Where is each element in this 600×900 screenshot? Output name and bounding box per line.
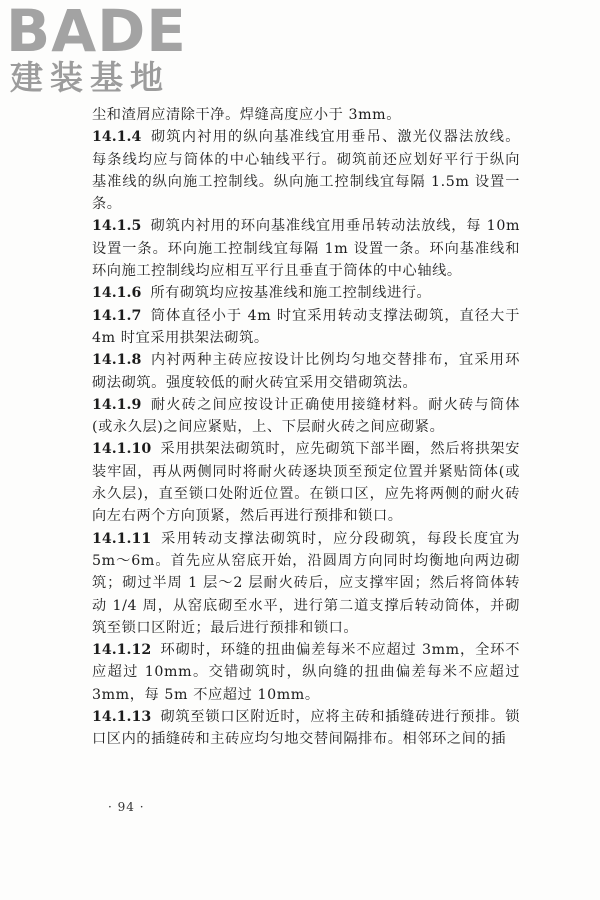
clause-list (92, 126, 520, 750)
clause-number: 14.1.4 (92, 129, 142, 146)
clause (92, 394, 520, 439)
clause (92, 639, 520, 706)
clause-number: 14.1.9 (92, 396, 142, 413)
clause (92, 126, 520, 215)
clause-text: 采用拱架法砌筑时，应先砌筑下部半圈，然后将拱架安装牢固，再从两侧同时将耐火砖逐块顶至预定位置并紧贴筒体(或永久层)，直至锁口处附近位置。在锁口区，应先将两侧的耐火砖向左右两个方向顶紧，然后再进行预排和锁口。 (92, 441, 520, 525)
clause-text: 砌筑内衬用的环向基准线宜用垂吊转动法放线，每 10m 设置一条。环向施工控制线宜每隔 1m 设置一条。环向基准线和环向施工控制线均应相互平行且垂直于筒体的中心轴线。 (92, 218, 520, 280)
clause-text: 砌筑至锁口区附近时，应将主砖和插缝砖进行预排。锁口区内的插缝砖和主砖应均匀地交替间隔排布。相邻环之间的插 (92, 709, 520, 748)
clause (92, 305, 520, 350)
logo (6, 0, 187, 102)
clause-text: 采用转动支撑法砌筑时，应分段砌筑，每段长度宜为 5m～6m。首先应从窑底开始，沿圆周方向同时均衡地向两边砌筑；砌过半周 1 层～2 层耐火砖后，应支撑牢固；然后将筒体转动 1/4 周，从窑底砌至水平，进行第二道支撑后转动筒体，并砌筑至锁口区附近；最后进行预排和锁口。 (92, 530, 520, 636)
page-number: · 94 · (108, 800, 145, 814)
continuation-text: 尘和渣屑应清除干净。焊缝高度应小于 3mm。 (92, 107, 402, 123)
clause-number: 14.1.8 (92, 352, 142, 369)
clause-number: 14.1.10 (92, 441, 152, 458)
clause (92, 438, 520, 527)
clause-text: 环砌时，环缝的扭曲偏差每米不应超过 3mm，全环不应超过 10mm。交错砌筑时，纵向缝的扭曲偏差每米不应超过 3mm，每 5m 不应超过 10mm。 (92, 642, 520, 703)
clause (92, 215, 520, 282)
page-body (92, 104, 520, 751)
clause-number: 14.1.7 (92, 307, 142, 324)
clause-text: 砌筑内衬用的纵向基准线宜用垂吊、激光仪器法放线。每条线均应与筒体的中心轴线平行。砌筑前还应划好平行于纵向基准线的纵向施工控制线。纵向施工控制线宜每隔 1.5m 设置一条。 (92, 129, 520, 213)
clause-text: 筒体直径小于 4m 时宜采用转动支撑法砌筑，直径大于 4m 时宜采用拱架法砌筑。 (92, 307, 520, 346)
clause-number: 14.1.5 (92, 218, 142, 235)
clause (92, 706, 520, 751)
clause-number: 14.1.6 (92, 285, 142, 302)
clause-text: 所有砌筑均应按基准线和施工控制线进行。 (150, 285, 432, 302)
clause-number: 14.1.13 (92, 709, 152, 726)
clause-number: 14.1.12 (92, 642, 152, 659)
clause-text: 内衬两种主砖应按设计比例均匀地交替排布，宜采用环砌法砌筑。强度较低的耐火砖宜采用交错砌筑法。 (92, 352, 520, 391)
clause (92, 528, 520, 639)
clause (92, 349, 520, 394)
logo-wordmark: BADE (6, 0, 187, 65)
clause-number: 14.1.11 (92, 530, 152, 547)
clause-text: 耐火砖之间应按设计正确使用接缝材料。耐火砖与筒体(或永久层)之间应紧贴，上、下层耐火砖之间应砌紧。 (92, 396, 520, 436)
clause (92, 282, 520, 304)
logo-subtitle: 建装基地 (10, 58, 170, 97)
